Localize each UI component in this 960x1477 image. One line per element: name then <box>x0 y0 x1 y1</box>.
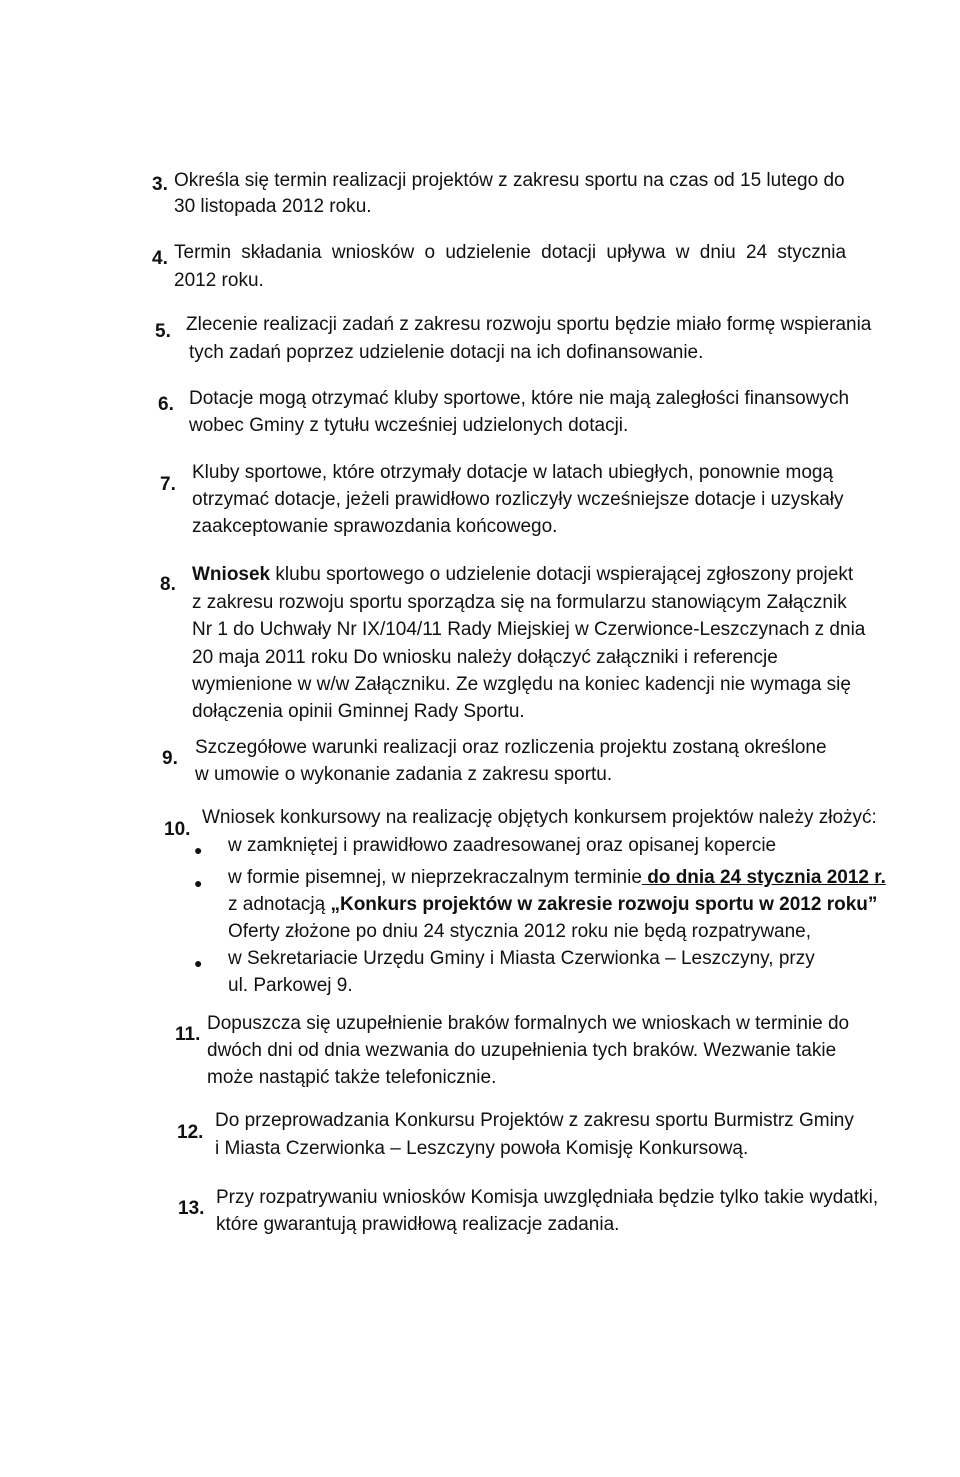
item-text-line: które gwarantują prawidłową realizacje zadania. <box>216 1214 620 1235</box>
item-text-line: z zakresu rozwoju sportu sporządza się na formularzu stanowiącym Załącznik <box>192 592 847 613</box>
item-text-line: Zlecenie realizacji zadań z zakresu rozwoju sportu będzie miało formę wspierania <box>186 314 872 335</box>
item-number: 13. <box>178 1198 205 1219</box>
item-text-line: zaakceptowanie sprawozdania końcowego. <box>192 516 558 537</box>
item-text-line: Dotacje mogą otrzymać kluby sportowe, które nie mają zaległości finansowych <box>189 388 850 409</box>
item-number: 5. <box>155 321 171 342</box>
contest-title-bold: „Konkurs projektów w zakresie rozwoju sportu w 2012 roku” <box>330 894 878 915</box>
item-text-line: 20 maja 2011 roku Do wniosku należy dołączyć załączniki i referencje <box>192 647 778 668</box>
bullet-text-line: z adnotacją „Konkurs projektów w zakresie rozwoju sportu w 2012 roku” <box>228 894 878 915</box>
bullet-text-line: Oferty złożone po dniu 24 stycznia 2012 roku nie będą rozpatrywane, <box>228 921 812 942</box>
item-text-line: Wniosek klubu sportowego o udzielenie dotacji wspierającej zgłoszony projekt <box>192 564 854 585</box>
item-number: 3. <box>152 174 168 195</box>
bullet-text-line: w Sekretariacie Urzędu Gminy i Miasta Czerwionka – Leszczyny, przy <box>228 948 815 969</box>
bullet-text-line: w formie pisemnej, w nieprzekraczalnym terminie do dnia 24 stycznia 2012 r. <box>228 867 886 888</box>
item-text-line: Szczegółowe warunki realizacji oraz rozliczenia projektu zostaną określone <box>195 737 827 758</box>
item-text-line: tych zadań poprzez udzielenie dotacji na ich dofinansowanie. <box>189 342 704 363</box>
item-text-line: Do przeprowadzania Konkursu Projektów z zakresu sportu Burmistrz Gminy <box>215 1110 854 1131</box>
item-number: 7. <box>160 474 176 495</box>
item-number: 12. <box>177 1122 204 1143</box>
item-text-line: wobec Gminy z tytułu wcześniej udzielonych dotacji. <box>189 415 629 436</box>
bullet-icon: ● <box>194 875 203 891</box>
item-text-line: wymienione w w/w Załączniku. Ze względu na koniec kadencji nie wymaga się <box>192 674 851 695</box>
item-number: 4. <box>152 248 168 269</box>
item-text-line: Wniosek konkursowy na realizację objętych konkursem projektów należy złożyć: <box>202 807 877 828</box>
bold-lead-word: Wniosek <box>192 564 271 585</box>
item-text-line: Przy rozpatrywaniu wniosków Komisja uwzględniała będzie tylko takie wydatki, <box>216 1187 879 1208</box>
item-text-line: dwóch dni od dnia wezwania do uzupełnienia tych braków. Wezwanie takie <box>207 1040 837 1061</box>
item-number: 9. <box>162 748 178 769</box>
item-text-line: Kluby sportowe, które otrzymały dotacje w latach ubiegłych, ponownie mogą <box>192 462 834 483</box>
item-number: 6. <box>158 394 174 415</box>
bullet-icon: ● <box>194 955 203 971</box>
item-text-line: Dopuszcza się uzupełnienie braków formalnych we wnioskach w terminie do <box>207 1013 850 1034</box>
item-number: 10. <box>164 819 191 840</box>
bullet-icon: ● <box>194 842 203 858</box>
item-text-line: Nr 1 do Uchwały Nr IX/104/11 Rady Miejskiej w Czerwionce-Leszczynach z dnia <box>192 619 866 640</box>
item-number: 8. <box>160 574 176 595</box>
item-text-line: Termin składania wniosków o udzielenie dotacji upływa w dniu 24 stycznia <box>174 242 847 263</box>
item-text-line: otrzymać dotacje, jeżeli prawidłowo rozliczyły wcześniejsze dotacje i uzyskały <box>192 489 844 510</box>
item-number: 11. <box>175 1024 201 1045</box>
item-text-line: może nastąpić także telefonicznie. <box>207 1067 497 1088</box>
deadline-underlined: do dnia 24 stycznia 2012 r. <box>641 867 886 888</box>
item-text-line: i Miasta Czerwionka – Leszczyny powoła Komisję Konkursową. <box>215 1138 749 1159</box>
bullet-text-line: w zamkniętej i prawidłowo zaadresowanej oraz opisanej kopercie <box>228 835 777 856</box>
item-text-line: 30 listopada 2012 roku. <box>174 196 372 217</box>
bullet-text-line: ul. Parkowej 9. <box>228 975 353 996</box>
item-text-line: Określa się termin realizacji projektów z zakresu sportu na czas od 15 lutego do <box>174 170 845 191</box>
item-text-line: 2012 roku. <box>174 270 264 291</box>
item-text-line: dołączenia opinii Gminnej Rady Sportu. <box>192 701 525 722</box>
item-text-line: w umowie o wykonanie zadania z zakresu sportu. <box>195 764 613 785</box>
